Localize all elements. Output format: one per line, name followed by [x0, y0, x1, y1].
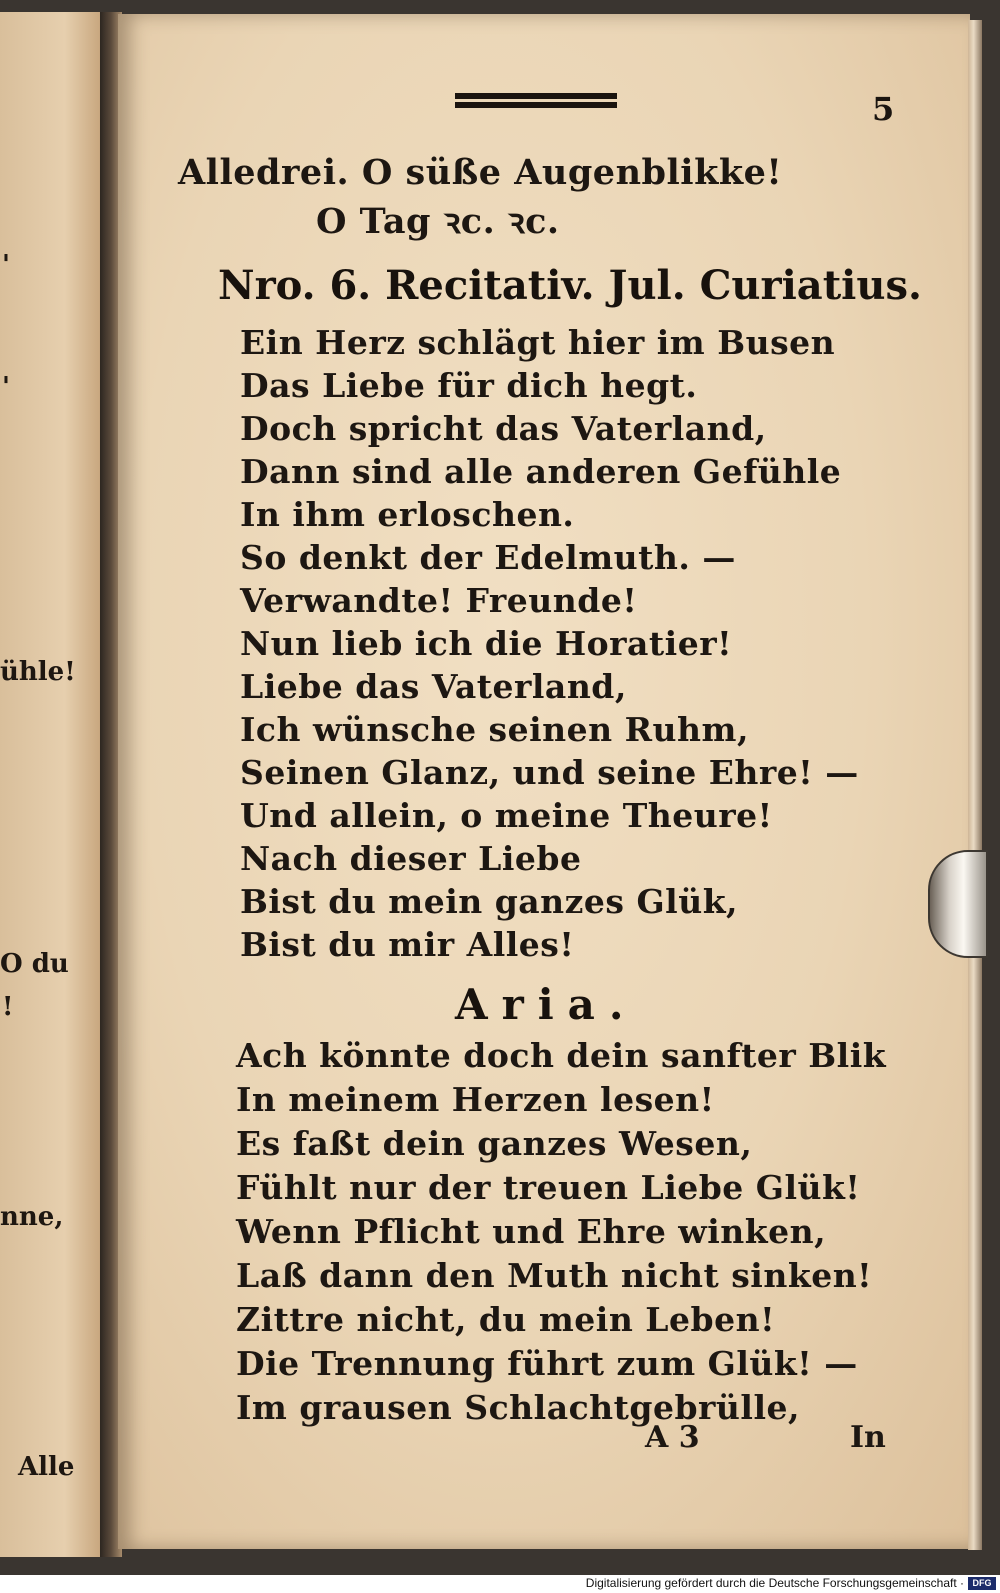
left-page-fragment: O du — [0, 949, 69, 979]
aria-line: Laß dann den Muth nicht sinken! — [236, 1256, 873, 1295]
aria-line: In meinem Herzen lesen! — [236, 1080, 715, 1119]
aria-line: Wenn Pflicht und Ehre winken, — [236, 1212, 827, 1251]
chorus-line: O Tag ꝛc. ꝛc. — [316, 201, 560, 242]
recitative-line: Dann sind alle anderen Gefühle — [240, 452, 842, 491]
recitative-line: Liebe das Vaterland, — [240, 667, 627, 706]
left-page-fragment: ' — [2, 372, 10, 402]
recitative-line: Verwandte! Freunde! — [240, 581, 638, 620]
recitative-line: Bist du mein ganzes Glük, — [240, 882, 739, 921]
recitative-line: So denkt der Edelmuth. — — [240, 538, 736, 577]
chorus-line: Alledrei. O süße Augenblikke! — [178, 152, 783, 193]
page-number: 5 — [872, 90, 895, 128]
recitative-line: Doch spricht das Vaterland, — [240, 409, 767, 448]
page-clip — [928, 850, 988, 958]
aria-line: Ach könnte doch dein sanfter Blik — [236, 1036, 887, 1075]
left-page-fragment: ' — [2, 250, 10, 280]
aria-line: Im grausen Schlachtgebrülle, — [236, 1388, 800, 1427]
recitative-line: In ihm erloschen. — [240, 495, 575, 534]
page-edge — [968, 20, 982, 1550]
aria-line: Fühlt nur der treuen Liebe Glük! — [236, 1168, 861, 1207]
left-page-fragment: ! — [2, 992, 14, 1022]
recitative-line: Nach dieser Liebe — [240, 839, 582, 878]
footer-credit: Digitalisierung gefördert durch die Deutsche Forschungsgemeinschaft · — [585, 1576, 964, 1590]
left-page-fragment: ühle! — [0, 657, 76, 687]
catchword: In — [850, 1420, 886, 1455]
recitative-line: Und allein, o meine Theure! — [240, 796, 773, 835]
recitative-line: Bist du mir Alles! — [240, 925, 575, 964]
recitative-line: Ein Herz schlägt hier im Busen — [240, 323, 836, 362]
recitative-line: Seinen Glanz, und seine Ehre! — — [240, 753, 859, 792]
aria-line: Es faßt dein ganzes Wesen, — [236, 1124, 753, 1163]
recitative-line: Ich wünsche seinen Ruhm, — [240, 710, 749, 749]
header-double-rule — [455, 93, 617, 115]
digitization-footer — [0, 1575, 1000, 1593]
aria-heading: Aria. — [455, 980, 638, 1029]
aria-line: Die Trennung führt zum Glük! — — [236, 1344, 858, 1383]
left-page-fragment: Alle — [18, 1452, 75, 1482]
section-heading: Nro. 6. Recitativ. Jul. Curiatius. — [218, 262, 922, 309]
dfg-logo: DFG — [968, 1577, 996, 1590]
signature-mark: A 3 — [645, 1420, 700, 1455]
recitative-line: Nun lieb ich die Horatier! — [240, 624, 733, 663]
left-page-fragment: nne, — [0, 1202, 64, 1232]
recitative-line: Das Liebe für dich hegt. — [240, 366, 698, 405]
left-page — [0, 12, 108, 1557]
aria-line: Zittre nicht, du mein Leben! — [236, 1300, 776, 1339]
